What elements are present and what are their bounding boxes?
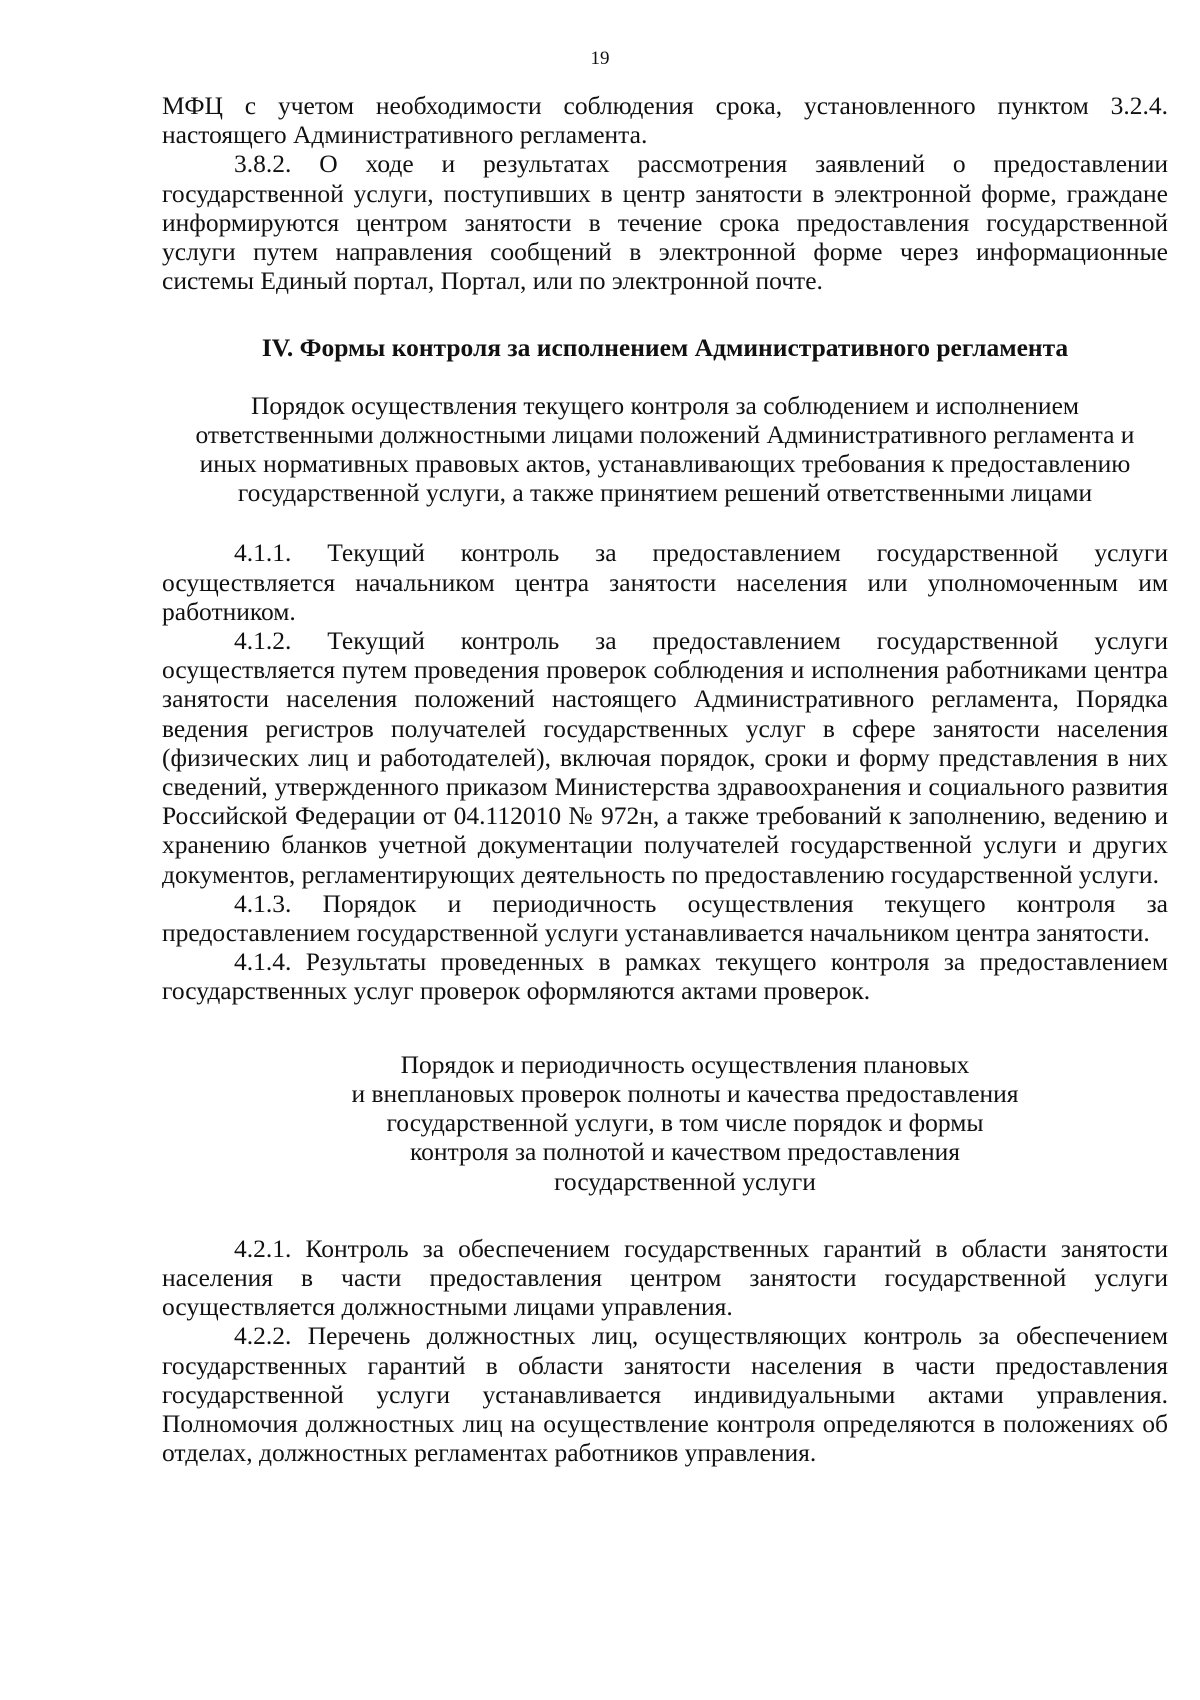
subheading-line: государственной услуги — [554, 1166, 816, 1196]
paragraph-4-2-2: 4.2.2. Перечень должностных лиц, осуществляющих контроль за обеспечением государственных гарантий в области занятости населения в части предоставления государственной услуги устанавливается индивидуальными актами управления. Полномочия должностных лиц на осуществление контроля определяются в положениях об отделах, должностных регламентах работников управления. — [162, 1321, 1168, 1468]
paragraph-4-2-1: 4.2.1. Контроль за обеспечением государственных гарантий в области занятости населения в части предоставления центром занятости государственной услуги осуществляется должностными лицами управления. — [162, 1233, 1168, 1322]
paragraph-4-1-3: 4.1.3. Порядок и периодичность осуществления текущего контроля за предоставлением государственной услуги устанавливается начальником центра занятости. — [162, 888, 1168, 948]
paragraph-4-1-4: 4.1.4. Результаты проведенных в рамках текущего контроля за предоставлением государственных услуг проверок оформляются актами проверок. — [162, 947, 1168, 1006]
subheading-line: иных нормативных правовых актов, устанавливающих требования к предоставлению — [199, 449, 1131, 479]
section-title: IV. Формы контроля за исполнением Административного регламента — [261, 333, 1069, 363]
subheading-line: контроля за полнотой и качеством предоставления — [410, 1137, 960, 1167]
document-body — [162, 91, 1168, 1467]
subheading-line: государственной услуги, в том числе порядок и формы — [386, 1108, 984, 1138]
subheading-line: ответственными должностными лицами положений Административного регламента и — [195, 419, 1135, 449]
paragraph-mfc: МФЦ с учетом необходимости соблюдения срока, установленного пунктом 3.2.4. настоящего Административного регламента. — [162, 91, 1168, 150]
paragraph-3-8-2: 3.8.2. О ходе и результатах рассмотрения заявлений о предоставлении государственной услуги, поступивших в центр занятости в электронной форме, граждане информируются центром занятости в течение срока предоставления государственной услуги путем направления сообщений в электронной форме через информационные системы Единый портал, Портал, или по электронной почте. — [162, 149, 1168, 296]
subheading-inspections — [162, 1050, 1168, 1196]
subheading-line: Порядок и периодичность осуществления плановых — [400, 1049, 970, 1079]
paragraph-4-1-2: 4.1.2. Текущий контроль за предоставлением государственной услуги осуществляется путем проведения проверок соблюдения и исполнения работниками центра занятости населения положений настоящего Административного регламента, Порядка ведения регистров получателей государственных услуг в сфере занятости населения (физических лиц и работодателей), включая порядок, сроки и форму представления в них сведений, утвержденного приказом Министерства здравоохранения и социального развития Российской Федерации от 04.112010 № 972н, а также требований к заполнению, ведению и хранению бланков учетной документации получателей государственной услуги и других документов, регламентирующих деятельность по предоставлению государственной услуги. — [162, 626, 1168, 889]
paragraph-4-1-1: 4.1.1. Текущий контроль за предоставлением государственной услуги осуществляется начальником центра занятости населения или уполномоченным им работником. — [162, 538, 1168, 626]
page-number: 19 — [590, 48, 610, 69]
subheading-line: государственной услуги, а также принятием решений ответственными лицами — [237, 478, 1093, 508]
subheading-line: и внеплановых проверок полноты и качества предоставления — [351, 1078, 1019, 1108]
subheading-current-control — [162, 391, 1168, 508]
subheading-line: Порядок осуществления текущего контроля за соблюдением и исполнением — [250, 390, 1080, 420]
